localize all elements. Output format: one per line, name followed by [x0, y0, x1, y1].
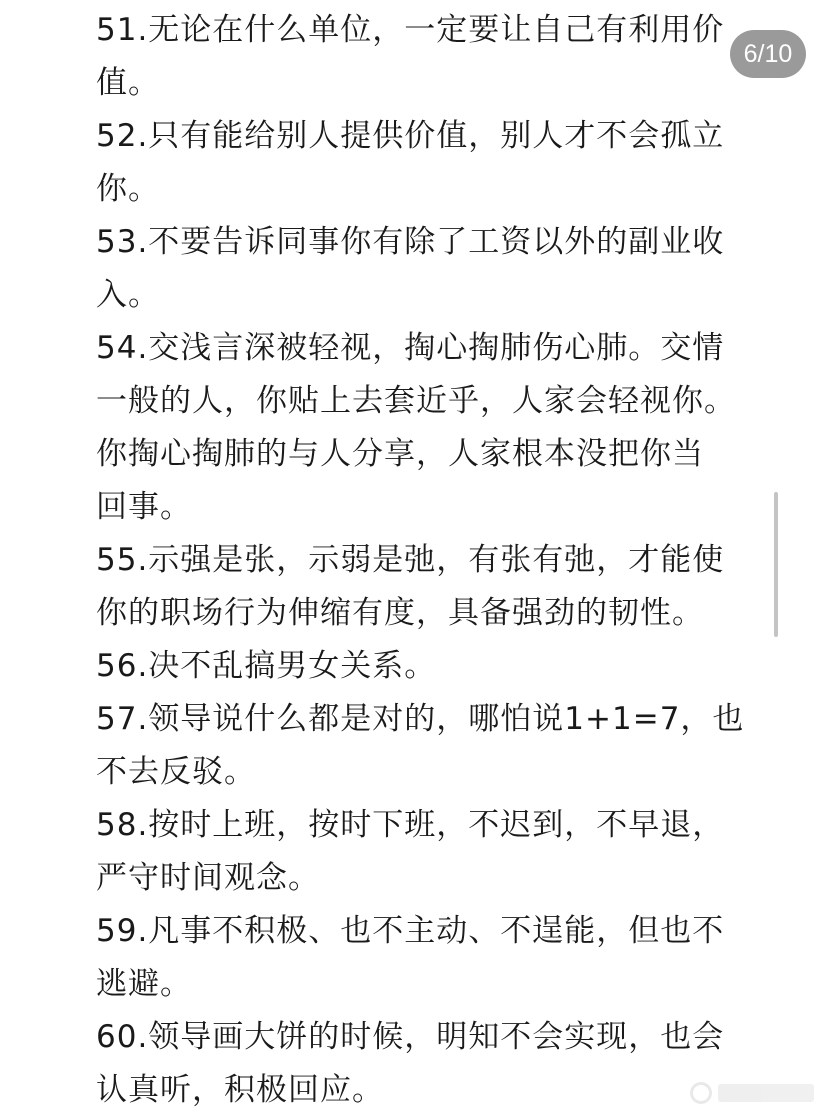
watermark-icon	[690, 1082, 712, 1104]
page-indicator: 6/10	[730, 30, 806, 78]
text-line: 回事。	[96, 489, 192, 525]
watermark	[690, 1078, 820, 1108]
text-line: 57.领导说什么都是对的，哪怕说1+1=7，也	[96, 701, 745, 737]
watermark-text-blur	[718, 1084, 814, 1102]
text-line: 55.示强是张，示弱是弛，有张有弛，才能使	[96, 542, 725, 578]
text-line: 你。	[96, 171, 160, 207]
text-line: 你的职场行为伸缩有度，具备强劲的韧性。	[96, 595, 704, 631]
text-line: 不去反驳。	[96, 754, 256, 790]
text-line: 认真听，积极回应。	[96, 1072, 384, 1108]
text-line: 56.决不乱搞男女关系。	[96, 648, 437, 684]
text-line: 值。	[96, 65, 160, 101]
text-line: 你掏心掏肺的与人分享，人家根本没把你当	[96, 436, 704, 472]
text-line: 58.按时上班，按时下班，不迟到，不早退，	[96, 807, 725, 843]
text-line: 54.交浅言深被轻视，掏心掏肺伤心肺。交情	[96, 330, 725, 366]
text-line: 逃避。	[96, 966, 192, 1002]
scrollbar[interactable]	[774, 492, 778, 637]
text-line: 严守时间观念。	[96, 860, 320, 896]
text-line: 52.只有能给别人提供价值，别人才不会孤立	[96, 118, 725, 154]
text-line: 53.不要告诉同事你有除了工资以外的副业收	[96, 224, 725, 260]
text-line: 一般的人，你贴上去套近乎，人家会轻视你。	[96, 383, 736, 419]
text-line: 入。	[96, 277, 160, 313]
text-line: 51.无论在什么单位，一定要让自己有利用价	[96, 12, 725, 48]
text-line: 60.领导画大饼的时候，明知不会实现，也会	[96, 1019, 725, 1055]
text-line: 59.凡事不积极、也不主动、不逞能，但也不	[96, 913, 725, 949]
